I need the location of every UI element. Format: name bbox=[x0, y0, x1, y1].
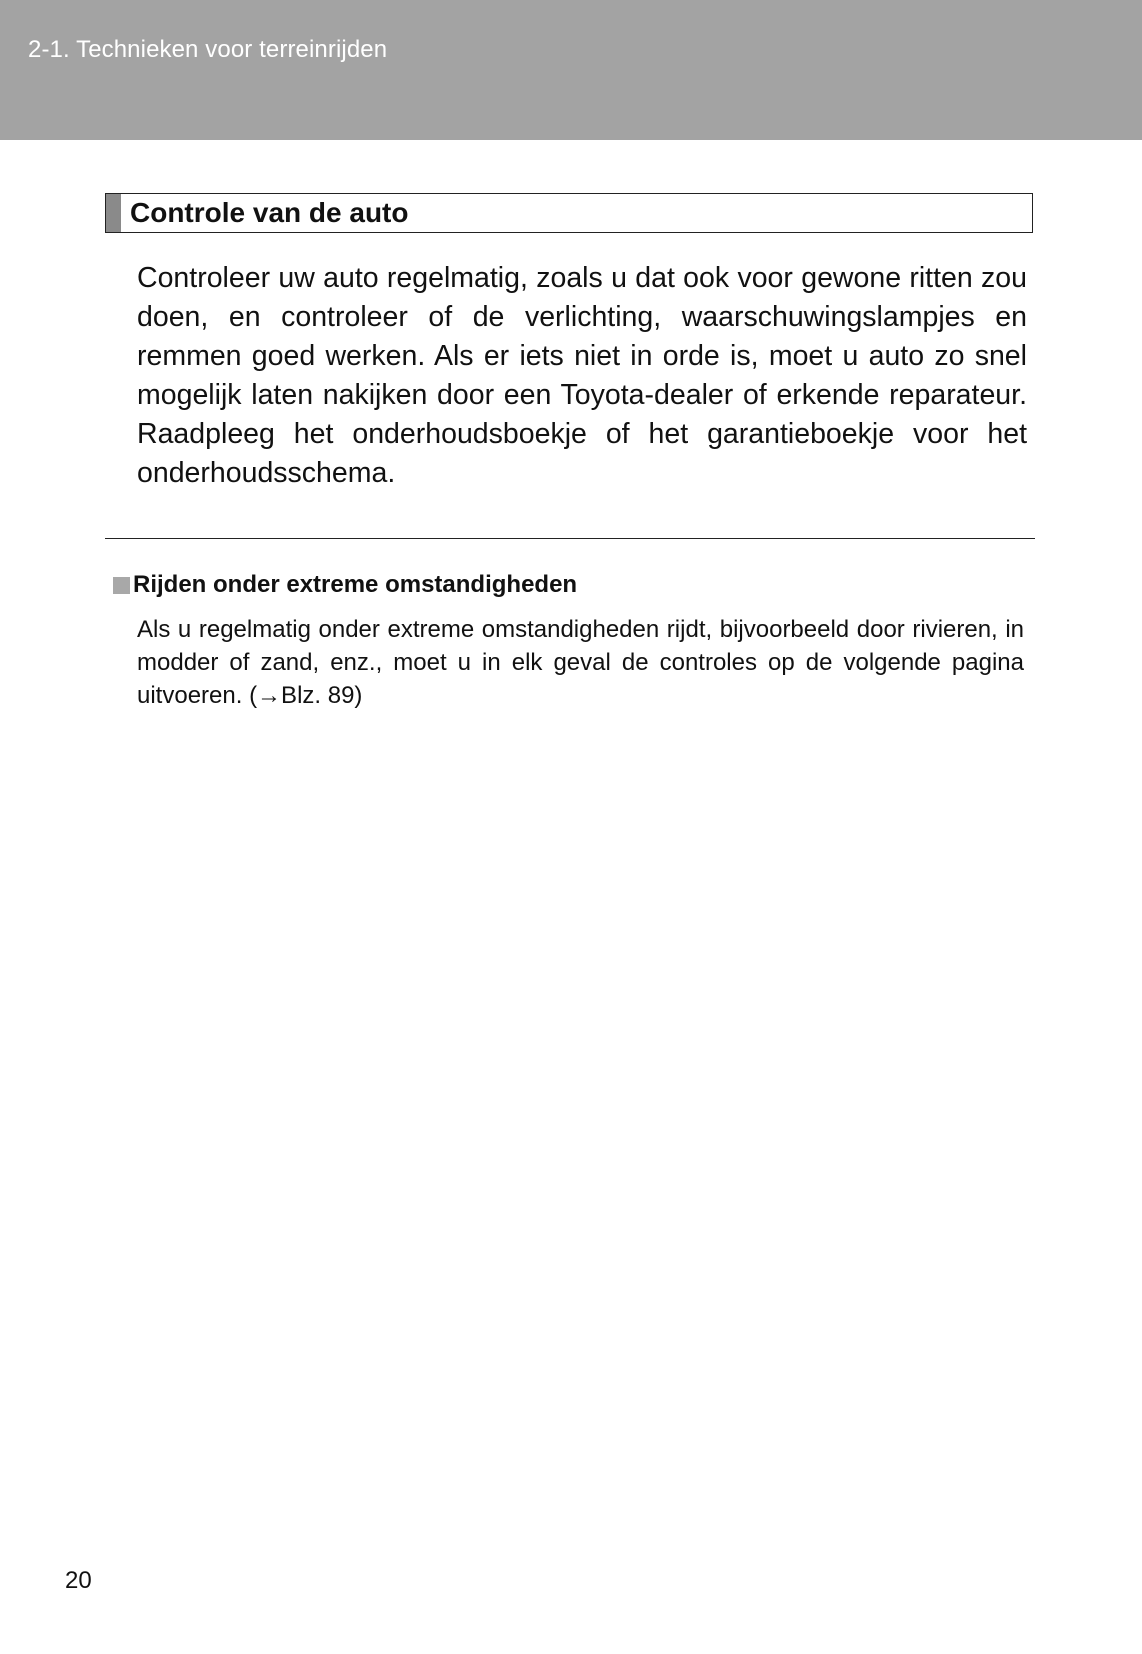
subsection-heading bbox=[113, 570, 577, 600]
section-marker bbox=[106, 194, 121, 232]
section-divider bbox=[105, 538, 1035, 539]
section-body-text: Controleer uw auto regelmatig, zoals u dat ook voor gewone ritten zou doen, en controleer of de verlichting, waarschuwingslampjes en remmen goed werken. Als er iets niet in orde is, moet u auto zo snel mogelijk laten nakijken door een Toyota-dealer of erkende reparateur. Raadpleeg het onderhoudsboekje of het garantieboekje voor het onderhoudsschema. bbox=[137, 262, 1027, 489]
chapter-title: 2-1. Technieken voor terreinrijden bbox=[28, 36, 388, 63]
subsection-title: Rijden onder extreme omstandigheden bbox=[133, 571, 578, 598]
section-title: Controle van de auto bbox=[130, 197, 409, 228]
square-bullet-icon bbox=[113, 577, 130, 594]
subsection-body-text: Als u regelmatig onder extreme omstandigheden rijdt, bijvoorbeeld door rivieren, in modder of zand, enz., moet u in elk geval de controles op de volgende pagina uitvoeren. (→Blz. 89) bbox=[137, 616, 1024, 709]
chapter-header-band bbox=[0, 0, 1142, 140]
section-heading-box bbox=[105, 193, 1033, 233]
page-number: 20 bbox=[65, 1567, 92, 1594]
